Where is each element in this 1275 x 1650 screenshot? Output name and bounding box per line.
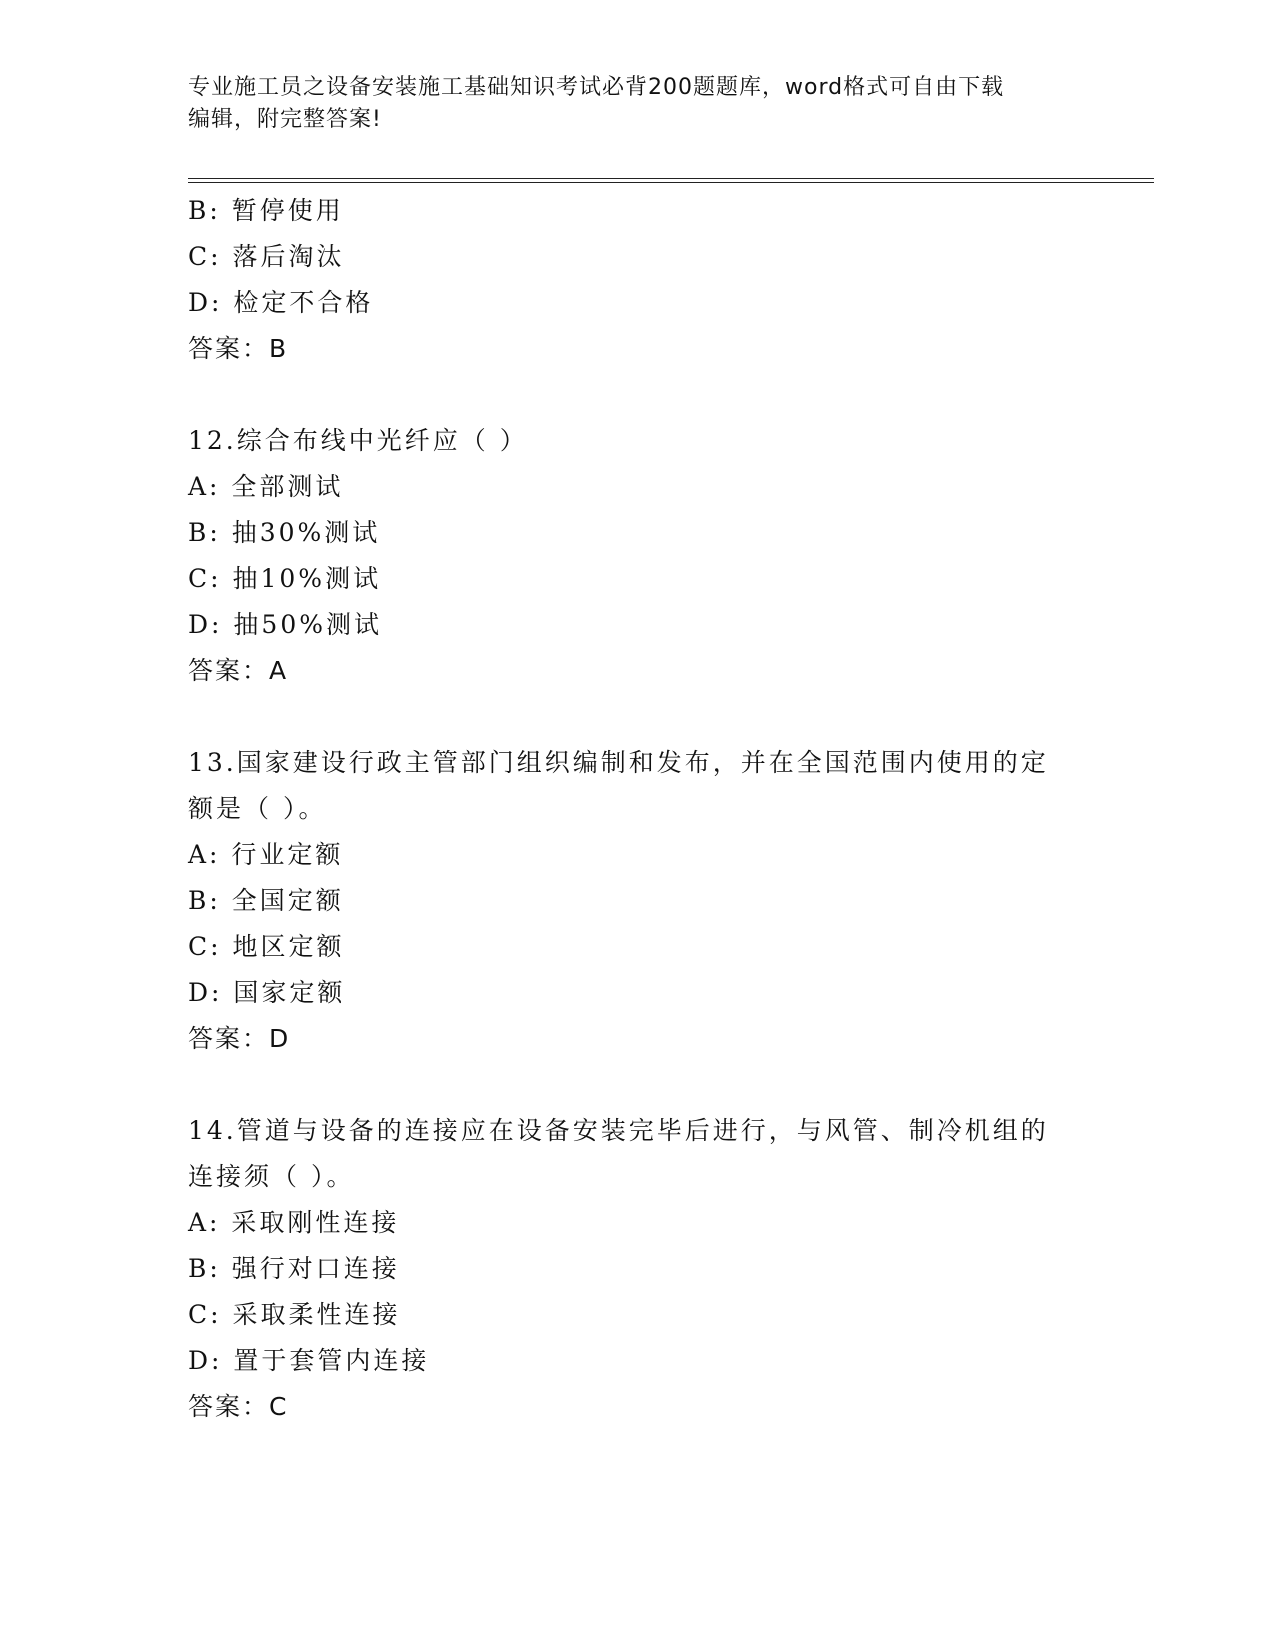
question-14 [188, 1108, 1088, 1430]
option-c: C: 抽10%测试 [188, 564, 382, 593]
option-c: C: 落后淘汰 [188, 242, 345, 271]
question-stem: 12.综合布线中光纤应（ ） [188, 426, 528, 455]
question-12 [188, 418, 1088, 694]
document-header [188, 72, 1068, 136]
question-11 [188, 188, 1088, 372]
option-d: D: 抽50%测试 [188, 610, 382, 639]
option-d: D: 置于套管内连接 [188, 1346, 430, 1375]
option-b: B: 全国定额 [188, 886, 344, 915]
question-stem-line-2: 连接须（ ）。 [188, 1162, 355, 1191]
spacer [188, 694, 1088, 740]
option-a: A: 采取刚性连接 [188, 1208, 400, 1237]
answer-label: 答案：C [188, 1392, 289, 1421]
spacer [188, 1062, 1088, 1108]
option-c: C: 采取柔性连接 [188, 1300, 401, 1329]
option-c: C: 地区定额 [188, 932, 345, 961]
question-stem-line-1: 14.管道与设备的连接应在设备安装完毕后进行，与风管、制冷机组的 [188, 1116, 1049, 1145]
header-divider [188, 178, 1154, 183]
question-stem-line-2: 额是（ ）。 [188, 794, 327, 823]
question-list [188, 188, 1088, 1430]
answer-label: 答案：A [188, 656, 289, 685]
spacer [188, 372, 1088, 418]
option-b: B: 抽30%测试 [188, 518, 381, 547]
question-stem-line-1: 13.国家建设行政主管部门组织编制和发布，并在全国范围内使用的定 [188, 748, 1049, 777]
option-b: B: 暂停使用 [188, 196, 344, 225]
option-b: B: 强行对口连接 [188, 1254, 400, 1283]
answer-label: 答案：D [188, 1024, 291, 1053]
header-title-line-2: 编辑，附完整答案! [188, 107, 382, 132]
option-a: A: 全部测试 [188, 472, 344, 501]
question-13 [188, 740, 1088, 1062]
option-d: D: 检定不合格 [188, 288, 374, 317]
option-a: A: 行业定额 [188, 840, 344, 869]
header-title-line-1: 专业施工员之设备安装施工基础知识考试必背200题题库，word格式可自由下载 [188, 75, 1005, 100]
option-d: D: 国家定额 [188, 978, 346, 1007]
answer-label: 答案：B [188, 334, 289, 363]
